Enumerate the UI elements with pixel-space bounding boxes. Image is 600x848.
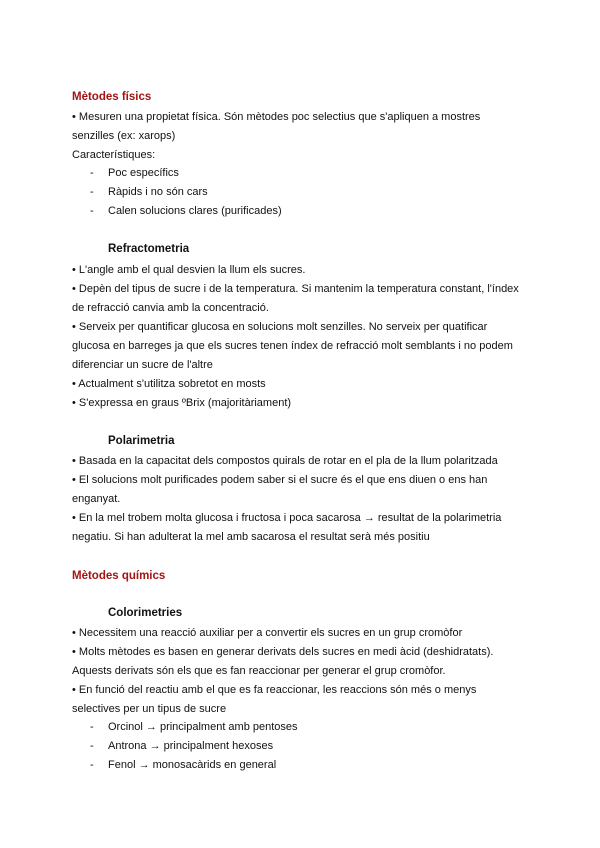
polarimetry-line: • El solucions molt purificades podem saber si el sucre és el que ens diuen o ens han: [72, 474, 488, 486]
refractometry-line: • Serveix per quantificar glucosa en solucions molt senzilles. No serveix per quatificar: [72, 321, 488, 333]
colorimetry-line: selectives per un tipus de sucre: [72, 703, 227, 715]
refractometry-line: • L'angle amb el qual desvien la llum els sucres.: [72, 264, 306, 276]
characteristic-item: - Calen solucions clares (purificades): [90, 205, 282, 217]
polarimetry-line: • Basada en la capacitat dels compostos quirals de rotar en el pla de la llum polaritzada: [72, 455, 498, 467]
colorimetry-line: • En funció del reactiu amb el que es fa reaccionar, les reaccions són més o menys: [72, 684, 477, 696]
refractometry-line: • Depèn del tipus de sucre i de la temperatura. Si mantenim la temperatura constant, l'índex: [72, 283, 519, 295]
colorimetry-line: • Necessitem una reacció auxiliar per a convertir els sucres en un grup cromòfor: [72, 627, 463, 639]
reagent-item: - Fenol → monosacàrids en general: [90, 759, 277, 771]
characteristics-label: Característiques:: [72, 149, 156, 161]
subsection-title-polarimetry: Polarimetria: [108, 435, 175, 447]
colorimetry-line: Aquests derivats són els que es fan reaccionar per generar el grup cromòfor.: [72, 665, 446, 677]
section-title-physical-methods: Mètodes físics: [72, 91, 152, 103]
refractometry-line: glucosa en barreges ja que els sucres tenen índex de refracció molt semblants i no podem: [72, 340, 513, 352]
characteristic-item: - Poc específics: [90, 167, 179, 179]
polarimetry-line: • En la mel trobem molta glucosa i fructosa i poca sacarosa → resultat de la polarimetria: [72, 512, 502, 524]
refractometry-line: de refracció canvia amb la concentració.: [72, 302, 269, 314]
physical-intro-line-2: senzilles (ex: xarops): [72, 130, 176, 142]
section-title-chemical-methods: Mètodes químics: [72, 570, 166, 582]
reagent-item: - Orcinol → principalment amb pentoses: [90, 721, 298, 733]
reagent-item: - Antrona → principalment hexoses: [90, 740, 274, 752]
polarimetry-line: negatiu. Si han adulterat la mel amb sacarosa el resultat serà més positiu: [72, 531, 430, 543]
refractometry-line: • S'expressa en graus ºBrix (majoritàriament): [72, 397, 292, 409]
polarimetry-line: enganyat.: [72, 493, 121, 505]
subsection-title-refractometry: Refractometria: [108, 243, 190, 255]
refractometry-line: diferenciar un sucre de l'altre: [72, 359, 213, 371]
physical-intro-line-1: • Mesuren una propietat física. Són mètodes poc selectius que s'apliquen a mostres: [72, 111, 481, 123]
refractometry-line: • Actualment s'utilitza sobretot en mosts: [72, 378, 266, 390]
subsection-title-colorimetry: Colorimetries: [108, 607, 183, 619]
characteristic-item: - Ràpids i no són cars: [90, 186, 208, 198]
colorimetry-line: • Molts mètodes es basen en generar derivats dels sucres en medi àcid (deshidratats).: [72, 646, 494, 658]
